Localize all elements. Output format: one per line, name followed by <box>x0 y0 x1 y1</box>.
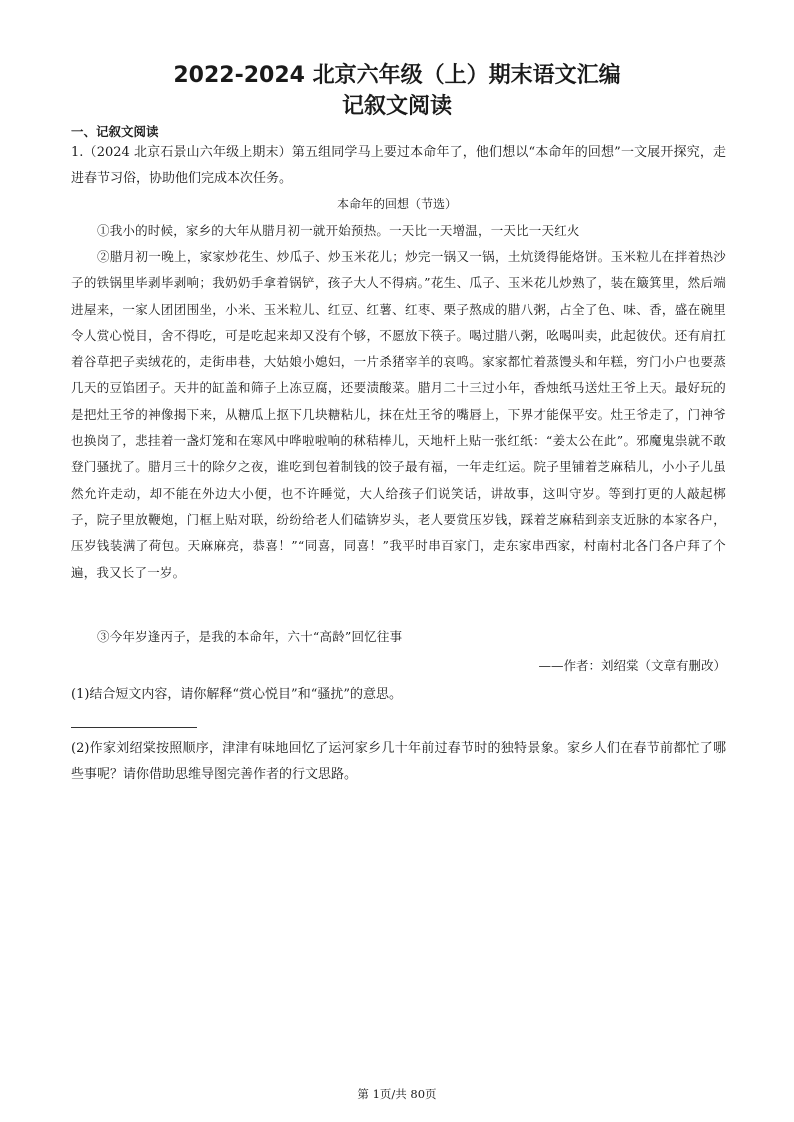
sub-question-2: (2)作家刘绍棠按照顺序，津津有味地回忆了运河家乡几十年前过春节时的独特景象。家乡人们在春节前都忙了哪些事呢？请你借助思维导图完善作者的行文思路。 <box>71 741 726 782</box>
article-paragraph-3: ③今年岁逢丙子，是我的本命年，六十“高龄”回忆往事 <box>97 629 403 644</box>
article-title: 本命年的回想（节选） <box>336 197 457 211</box>
document-title: 2022-2024 北京六年级（上）期末语文汇编 <box>173 63 621 88</box>
article-paragraph-1: ①我小的时候，家乡的大年从腊月初一就开始预热。一天比一天增温，一天比一天红火 <box>97 223 580 238</box>
question-1-intro: 1.（2024 北京石景山六年级上期末）第五组同学马上要过本命年了，他们想以“本命年的回想”一文展开探究，走进春节习俗，协助他们完成本次任务。 <box>71 145 726 186</box>
section-heading: 一、记叙文阅读 <box>71 124 159 139</box>
page-number: 第 1页/共 80页 <box>357 1087 437 1101</box>
article-author: ——作者：刘绍棠（文章有删改） <box>538 658 726 673</box>
sub-question-1: (1)结合短文内容，请你解释“赏心悦目”和“骚扰”的意思。 <box>71 687 402 702</box>
article-paragraph-2: ②腊月初一晚上，家家炒花生、炒瓜子、炒玉米花儿；炒完一锅又一锅，土炕烫得能烙饼。玉米粒儿在拌着热沙子的铁锅里毕剥毕剥响；我奶奶手拿着锅铲，孩子大人不得病。”花生、瓜子、玉米花儿炒熟了，装在簸箕里，然后端进屋来，一家人团团围坐，小米、玉米粒儿、红豆、红薯、红枣、栗子熬成的腊八粥，占全了色、味、香，盛在碗里令人赏心悦目，舍不得吃，可是吃起来却又没有个够，不愿放下筷子。喝过腊八粥，吆喝叫卖，此起彼伏。还有肩扛着谷草把子卖绒花的，走街串巷，大姑娘小媳妇，一片杀猪宰羊的哀鸣。家家都忙着蒸馒头和年糕，穷门小户也要蒸几天的豆馅团子。天井的缸盖和筛子上冻豆腐，还要渍酸菜。腊月二十三过小年，香烛纸马送灶王爷上天。最好玩的是把灶王爷的神像揭下来，从糖瓜上抠下几块糖粘儿，抹在灶王爷的嘴唇上，下界才能保平安。灶王爷走了，门神爷也换岗了，悲挂着一盏灯笼和在寒风中哗啦啦响的秫秸棒儿，天地杆上贴一张红纸：“姜太公在此”。邪魔鬼祟就不敢登门骚扰了。腊月三十的除夕之夜，谁吃到包着制钱的饺子最有福，一年走红运。院子里铺着芝麻秸儿，小小子儿虽然允许走动，却不能在外边大小便，也不许睡觉，大人给孩子们说笑话，讲故事，这叫守岁。等到打更的人敲起梆子，院子里放鞭炮，门框上贴对联，纷纷给老人们磕锛岁头，老人要赏压岁钱，踩着芝麻秸到亲支近脉的本家各户，压岁钱装满了荷包。天麻麻亮，恭喜！”“同喜，同喜！”我平时串百家门，走东家串西家，村南村北各门各户拜了个遍，我又长了一岁。 <box>71 249 726 580</box>
document-subtitle: 记叙文阅读 <box>341 94 452 119</box>
answer-blank-line <box>71 727 197 728</box>
